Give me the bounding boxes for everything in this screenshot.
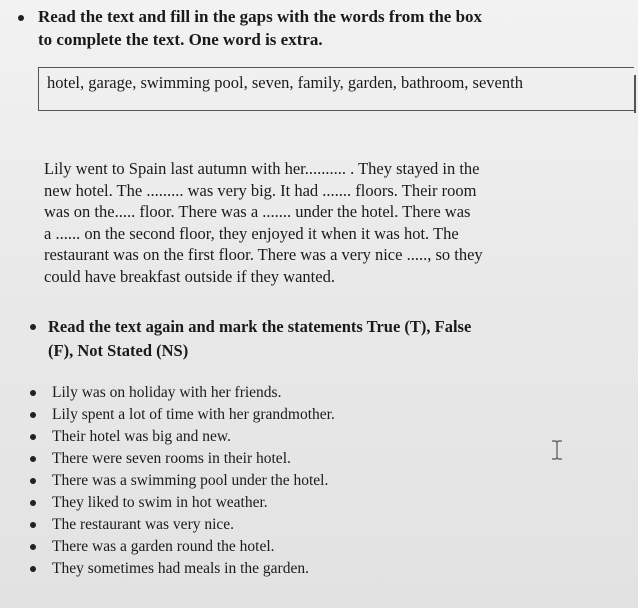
bullet-icon: [30, 390, 36, 396]
task1-title-line2: to complete the text. One word is extra.: [38, 30, 323, 49]
list-item: [28, 558, 588, 580]
bullet-icon: [30, 478, 36, 484]
bullet-icon: [30, 500, 36, 506]
passage-line: restaurant was on the first floor. There was a very nice ....., so they: [44, 245, 483, 264]
task2-title-line2: (F), Not Stated (NS): [48, 341, 189, 360]
statement-text: Lily spent a lot of time with her grandmother.: [52, 406, 335, 423]
passage-line: a ...... on the second floor, they enjoyed it when it was hot. The: [44, 223, 459, 243]
list-item: [28, 492, 588, 514]
bullet-icon: [30, 456, 36, 462]
bullet-icon: [30, 522, 36, 528]
text-cursor-icon: [551, 440, 563, 465]
word-box-words: hotel, garage, swimming pool, seven, family, garden, bathroom, seventh: [47, 73, 523, 92]
task2-title-line1: Read the text again and mark the statements True (T), False: [48, 317, 472, 336]
passage-line: new hotel. The ......... was very big. It had ....... floors. Their room: [44, 180, 477, 200]
statement-text: There was a swimming pool under the hotel.: [52, 472, 329, 489]
statement-text: Lily was on holiday with her friends.: [52, 384, 282, 401]
list-item: [28, 514, 588, 536]
statement-text: They sometimes had meals in the garden.: [52, 560, 309, 577]
passage-line: could have breakfast outside if they wanted.: [44, 266, 335, 286]
statements-list: [28, 382, 588, 580]
passage-line: was on the..... floor. There was a ....... under the hotel. There was: [44, 202, 471, 221]
list-item: [28, 470, 588, 492]
bullet-icon: [30, 412, 36, 418]
list-item: [28, 382, 588, 404]
task2-bullet: [30, 324, 36, 330]
bullet-icon: [30, 434, 36, 440]
task1-title: [38, 5, 482, 51]
statement-text: They liked to swim in hot weather.: [52, 494, 268, 511]
statement-text: The restaurant was very nice.: [52, 516, 235, 533]
list-item: [28, 426, 588, 448]
statement-text: There was a garden round the hotel.: [52, 538, 275, 555]
bullet-icon: [30, 566, 36, 572]
reading-passage: [44, 158, 564, 287]
task2-title: [48, 315, 471, 363]
list-item: [28, 448, 588, 470]
word-box-right-edge: [634, 75, 636, 113]
task1-bullet: [18, 15, 24, 21]
statement-text: There were seven rooms in their hotel.: [52, 450, 291, 467]
word-box: [38, 67, 634, 111]
task1-title-line1: Read the text and fill in the gaps with the words from the box: [38, 7, 483, 26]
statement-text: Their hotel was big and new.: [52, 428, 231, 445]
bullet-icon: [30, 544, 36, 550]
list-item: [28, 536, 588, 558]
list-item: [28, 404, 588, 426]
passage-line: Lily went to Spain last autumn with her.......... . They stayed in the: [44, 159, 480, 178]
